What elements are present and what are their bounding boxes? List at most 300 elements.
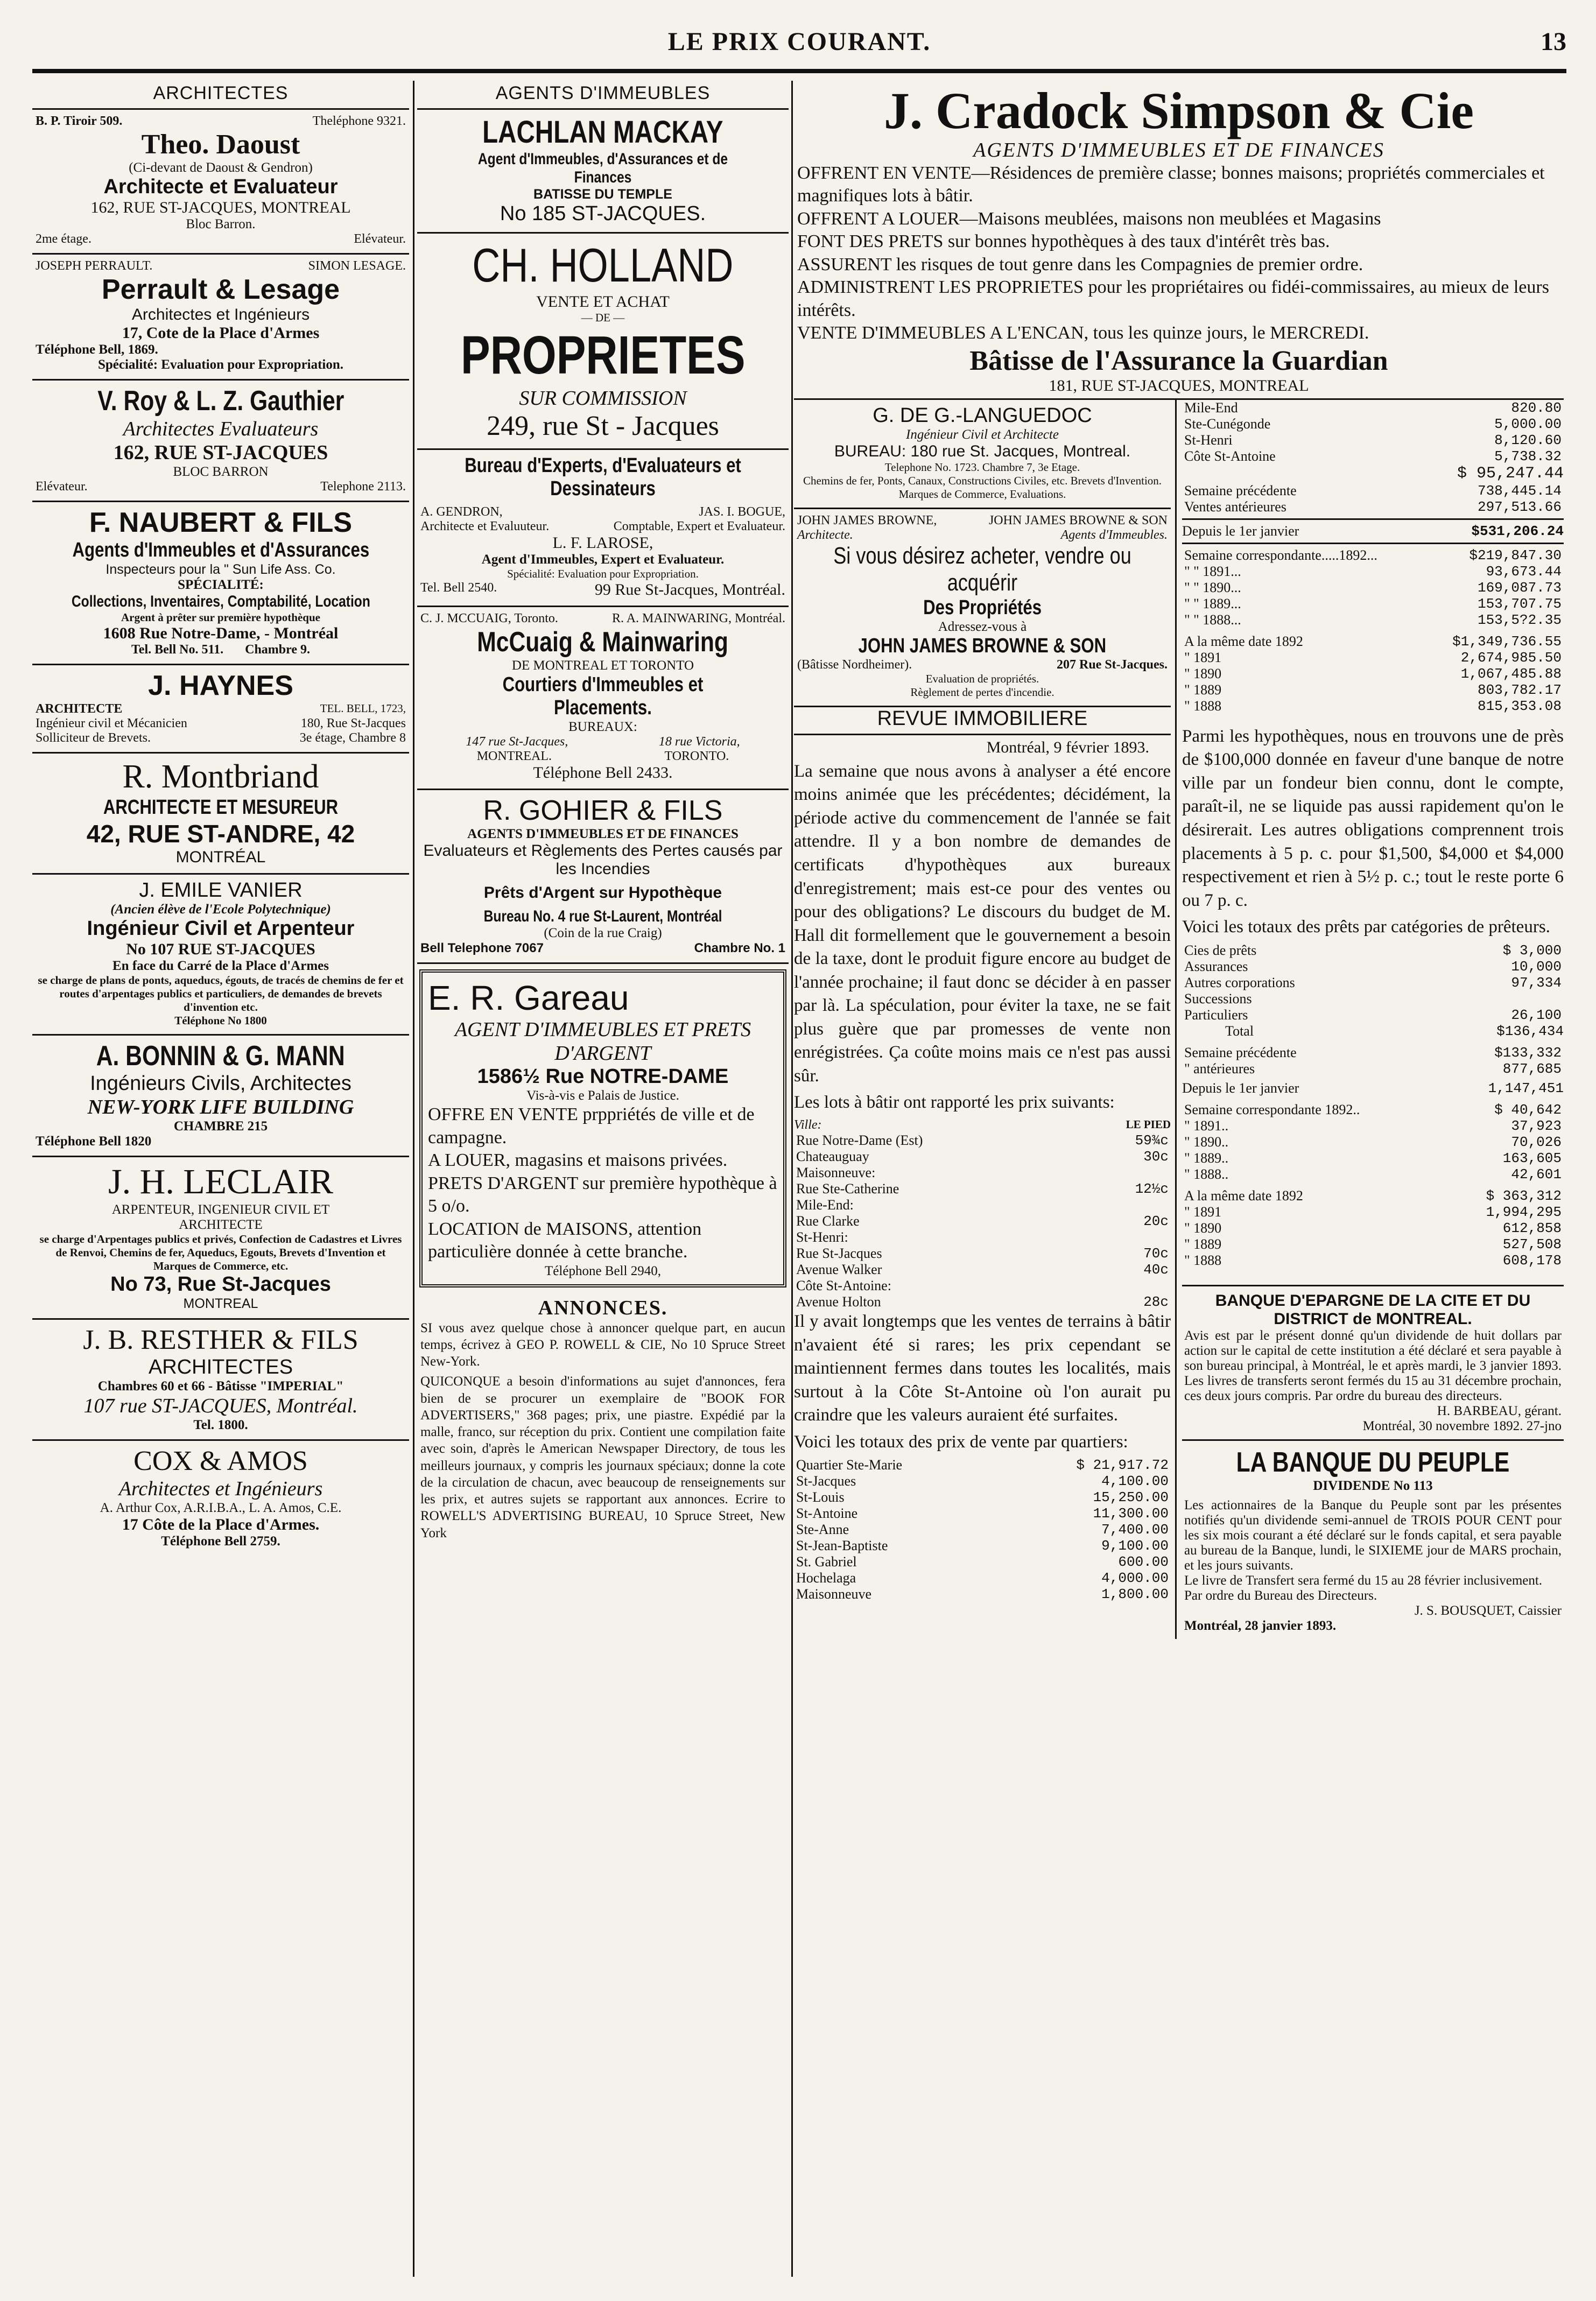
row-label: St-Henri: — [796, 1229, 848, 1245]
bureau-r1: Architecte et Evaluuteur. — [420, 519, 550, 533]
browne-address: 207 Rue St-Jacques. — [1056, 657, 1168, 672]
bureau-r2: Comptable, Expert et Evaluateur. — [613, 519, 785, 533]
table-row — [1182, 547, 1564, 564]
mackay-name: LACHLAN MACKAY — [482, 115, 723, 150]
gohier-address: Bureau No. 4 rue St-Laurent, Montréal — [483, 907, 722, 925]
bonnin-bldg: NEW-YORK LIFE BUILDING — [87, 1096, 354, 1118]
table-row — [794, 1197, 1171, 1213]
browne-r1: JOHN JAMES BROWNE & SON — [988, 513, 1168, 527]
languedoc-bureau: BUREAU: 180 rue St. Jacques, Montreal. — [834, 442, 1131, 460]
row-label: St-Louis — [796, 1489, 845, 1505]
row-label: A la même date 1892 — [1184, 633, 1303, 649]
table-row — [1182, 650, 1564, 666]
browne-h1: Si vous désirez acheter, vendre ou acquérir — [833, 542, 1131, 596]
stats-depuis-label: Depuis le 1er janvier — [1182, 523, 1299, 539]
row-label: St-Jacques — [796, 1473, 856, 1489]
haynes-role: ARCHITECTE — [36, 702, 123, 716]
languedoc-desc: Chemins de fer, Ponts, Canaux, Constructions Civiles, etc. Brevets d'Invention. Marques de Commerce, Evaluations. — [803, 474, 1162, 501]
daoust-phone: Theléphone 9321. — [312, 114, 406, 128]
holland-l1: VENTE ET ACHAT — [536, 293, 670, 311]
meme-table — [1182, 634, 1564, 714]
ad-perrault-lesage — [32, 255, 409, 381]
row-value: $ 363,312 — [1486, 1187, 1562, 1204]
haynes-l1: Ingénieur civil et Mécanicien — [36, 716, 187, 730]
cox-name: COX & AMOS — [133, 1446, 308, 1476]
table-row — [1182, 448, 1564, 465]
gareau-name: E. R. Gareau — [428, 979, 629, 1017]
vanier-name: J. EMILE VANIER — [139, 879, 303, 902]
row-label: A la même date 1892 — [1184, 1187, 1303, 1204]
daoust-role: Architecte et Evaluateur — [103, 175, 338, 198]
roy-role: Architectes Evaluateurs — [123, 418, 319, 440]
row-value — [1086, 1229, 1171, 1246]
row-label: " 1890.. — [1184, 1134, 1229, 1150]
row-value: 59¾c — [1135, 1132, 1169, 1149]
header-rule — [32, 69, 1566, 73]
ad-montbriand — [32, 754, 409, 875]
row-value: 612,858 — [1502, 1220, 1562, 1236]
browne-r1b: Agents d'Immeubles. — [1060, 527, 1168, 542]
mccuaig-role: Courtiers d'Immeubles et Placements. — [502, 673, 704, 719]
mccuaig-a1c: MONTREAL. — [476, 749, 552, 763]
table-row — [1182, 432, 1564, 448]
perrault-phone: Téléphone Bell, 1869. — [36, 342, 158, 357]
vanier-former: (Ancien élève de l'Ecole Polytechnique) — [110, 902, 331, 917]
section-title-agents: AGENTS D'IMMEUBLES — [417, 81, 789, 110]
mccuaig-bureaux: BUREAUX: — [568, 720, 637, 734]
table-row — [1182, 1166, 1564, 1183]
gareau-address: 1586½ Rue NOTRE-DAME — [477, 1065, 729, 1088]
browne-l1: JOHN JAMES BROWNE, — [797, 513, 937, 527]
row-label: Semaine correspondante.....1892... — [1184, 547, 1377, 563]
mccuaig-r1: R. A. MAINWARING, Montréal. — [612, 611, 785, 625]
bureau-n3: L. F. LAROSE, — [552, 534, 653, 552]
row-label: " 1891 — [1184, 649, 1222, 665]
stats-depuis-value: $531,206.24 — [1471, 523, 1564, 539]
bonnin-name: A. BONNIN & G. MANN — [96, 1040, 345, 1072]
row-label: " " 1890... — [1184, 579, 1241, 595]
peuple-body2: Le livre de Transfert sera fermé du 15 au 28 février inclusivement. — [1184, 1573, 1543, 1588]
row-label: " " 1888... — [1184, 611, 1241, 628]
table-row — [1182, 634, 1564, 650]
ad-vanier — [32, 875, 409, 1036]
gohier-role: AGENTS D'IMMEUBLES ET DE FINANCES — [467, 827, 739, 841]
browne-l1b: Architecte. — [797, 527, 853, 542]
mackay-role: Agent d'Immeubles, d'Assurances et de Finances — [477, 150, 728, 186]
row-value: 169,087.73 — [1477, 579, 1562, 596]
peuple-body3: Par ordre du Bureau des Directeurs. — [1184, 1588, 1377, 1603]
bureau-title: Bureau d'Experts, d'Evaluateurs et Dessinateurs — [465, 454, 741, 500]
ad-gareau — [419, 969, 786, 1287]
gohier-coin: (Coin de la rue Craig) — [544, 926, 662, 940]
row-value — [1086, 1165, 1171, 1181]
newspaper-title: LE PRIX COURANT. — [667, 27, 931, 56]
roy-name: V. Roy & L. Z. Gauthier — [97, 385, 344, 417]
column-divider-1 — [413, 81, 414, 2277]
column-architectes — [32, 81, 409, 2277]
revue-p2: Les lots à bâtir ont rapporté les prix suivants: — [794, 1093, 1115, 1113]
mackay-bldg: BATISSE DU TEMPLE — [533, 187, 672, 202]
gareau-t1: OFFRE EN VENTE prppriétés de ville et de campagne. — [428, 1104, 755, 1148]
revue-date: Montréal, 9 février 1893. — [986, 738, 1149, 756]
table-row — [1182, 1045, 1564, 1061]
table-row — [794, 1229, 1171, 1246]
lcorr-table — [1182, 1102, 1564, 1183]
lmeme-table — [1182, 1188, 1564, 1269]
table-row — [794, 1554, 1171, 1570]
table-row — [1182, 1102, 1564, 1118]
vanier-phone: Téléphone No 1800 — [174, 1014, 267, 1027]
main-right — [1177, 400, 1564, 1639]
holland-name: CH. HOLLAND — [472, 238, 734, 292]
row-label: Assurances — [1184, 958, 1248, 974]
annonces-title: ANNONCES. — [538, 1296, 668, 1319]
mccuaig-sub: DE MONTREAL ET TORONTO — [511, 658, 694, 673]
bureau-address: 99 Rue St-Jacques, Montréal. — [594, 581, 785, 599]
table-row — [794, 1278, 1171, 1294]
stats-para1: Parmi les hypothèques, nous en trouvons une de près de $100,000 donnée en faveur d'une banque de notre ville par un fondeur bien connu, dont le compte, paraît-il, ne se liquide pas aussi rapidement qu'on le désirerait. Les autres obligations comprennent trois placements à 5 p. c. pour $1,500, $4,000 et $4,000 respectivement et rien à 5½ p. c.; tout le reste porte 6 ou 7 p. c. — [1182, 726, 1564, 910]
languedoc-tel: Telephone No. 1723. Chambre 7, 3e Etage. — [884, 460, 1080, 474]
revue-ville: Ville: — [794, 1118, 822, 1132]
montbriand-name: R. Montbriand — [122, 758, 319, 795]
holland-address: 249, rue St - Jacques — [487, 411, 719, 441]
row-label: Côte St-Antoine — [1184, 448, 1276, 464]
epargne-date: Montréal, 30 novembre 1892. 27-jno — [1362, 1418, 1562, 1433]
cradock-line: VENTE D'IMMEUBLES A L'ENCAN, tous les quinze jours, le MERCREDI. — [797, 323, 1369, 343]
table-row — [1182, 942, 1564, 959]
row-label: Mile-End — [1184, 399, 1238, 416]
lenders-table — [1182, 942, 1564, 1023]
table-row — [1182, 400, 1564, 416]
row-value: 153,707.75 — [1477, 595, 1562, 612]
ad-daoust — [32, 110, 409, 255]
languedoc-role: Ingénieur Civil et Architecte — [906, 427, 1059, 442]
lenders-depuis-label: Depuis le 1er janvier — [1182, 1080, 1299, 1096]
gohier-name: R. GOHIER & FILS — [483, 795, 723, 826]
row-label: " 1891.. — [1184, 1117, 1229, 1134]
table-row — [794, 1473, 1171, 1489]
table-row — [794, 1457, 1171, 1473]
row-label: Côte St-Antoine: — [796, 1278, 891, 1293]
table-row — [1182, 1220, 1564, 1236]
row-value: $ 3,000 — [1502, 942, 1562, 959]
naubert-insp: Inspecteurs pour la " Sun Life Ass. Co. — [106, 562, 336, 577]
cox-role: Architectes et Ingénieurs — [118, 1477, 323, 1500]
peuple-body: Les actionnaires de la Banque du Peuple sont par les présentes notifiés qu'un dividende semi-annuel de TROIS POUR CENT pour les six mois courant a été déclaré sur le fonds capital, et sera payable au bureau de la Banque, lundi, le SIXIEME jour de MARS prochain, et les jours suivants. — [1184, 1497, 1562, 1573]
row-label: Semaine précédente — [1184, 482, 1297, 498]
row-label: " " 1889... — [1184, 595, 1241, 611]
bureau-n2: JAS. I. BOGUE, — [699, 505, 785, 519]
row-label: Avenue Walker — [796, 1262, 882, 1277]
table-row — [794, 1246, 1171, 1262]
row-label: Ste-Anne — [796, 1522, 849, 1538]
table-row — [1182, 1236, 1564, 1252]
row-value: $219,847.30 — [1469, 547, 1562, 564]
row-label: Maisonneuve: — [796, 1165, 876, 1180]
row-label: " 1889 — [1184, 1236, 1222, 1252]
bonnin-role: Ingénieurs Civils, Architectes — [90, 1072, 351, 1095]
table-row — [1182, 991, 1564, 1007]
revue-title: REVUE IMMOBILIERE — [794, 707, 1171, 735]
resther-name: J. B. RESTHER & FILS — [83, 1325, 358, 1355]
row-label: St. Gabriel — [796, 1554, 857, 1570]
peuple-date: Montréal, 28 janvier 1893. — [1184, 1618, 1337, 1633]
row-value: 9,100.00 — [1101, 1538, 1169, 1554]
table-row — [1182, 483, 1564, 499]
section-title-architectes: ARCHITECTES — [32, 81, 409, 110]
row-label: " 1890 — [1184, 1220, 1222, 1236]
row-value: 1,994,295 — [1486, 1204, 1562, 1220]
gareau-t4: LOCATION de MAISONS, attention particulière donnée à cette branche. — [428, 1219, 702, 1262]
perrault-left: JOSEPH PERRAULT. — [36, 259, 153, 273]
table-row — [1182, 959, 1564, 975]
main-left — [794, 400, 1177, 1639]
cradock-line: OFFRENT A LOUER—Maisons meublées, maisons non meublées et Magasins — [797, 208, 1381, 229]
row-value — [1086, 1197, 1171, 1213]
resther-address: 107 rue ST-JACQUES, Montréal. — [83, 1395, 358, 1417]
perrault-role: Architectes et Ingénieurs — [131, 306, 310, 323]
ad-bonnin-mann — [32, 1036, 409, 1157]
bureau-spec: Spécialité: Evaluation pour Expropriation. — [507, 567, 699, 580]
vanier-role: Ingénieur Civil et Arpenteur — [87, 917, 355, 940]
row-label: " 1888 — [1184, 698, 1222, 714]
gareau-vis: Vis-à-vis e Palais de Justice. — [526, 1088, 679, 1103]
perrault-name: Perrault & Lesage — [101, 274, 340, 305]
cradock-line: ASSURENT les risques de tout genre dans les Compagnies de premier ordre. — [797, 254, 1363, 275]
row-value: 11,300.00 — [1093, 1505, 1169, 1522]
row-label: Mile-End: — [796, 1197, 854, 1213]
resther-role: ARCHITECTES — [148, 1356, 293, 1378]
table-row — [1182, 975, 1564, 991]
table-row — [1182, 499, 1564, 515]
ad-gohier — [417, 790, 789, 964]
revue-immobiliere — [794, 707, 1171, 1602]
haynes-r2: 3e étage, Chambre 8 — [299, 731, 406, 745]
row-label: Rue Ste-Catherine — [796, 1181, 899, 1197]
row-label: Rue St-Jacques — [796, 1246, 882, 1261]
leclair-role: ARPENTEUR, INGENIEUR CIVIL ET — [111, 1202, 330, 1217]
row-value: 15,250.00 — [1093, 1489, 1169, 1506]
row-value: 70c — [1143, 1246, 1169, 1262]
row-label: " 1891 — [1184, 1204, 1222, 1220]
cox-names: A. Arthur Cox, A.R.I.B.A., L. A. Amos, C.E. — [100, 1501, 342, 1515]
daoust-tiroir: B. P. Tiroir 509. — [36, 114, 123, 128]
row-label: Hochelaga — [796, 1570, 856, 1586]
table-row — [1182, 1061, 1564, 1077]
browne-regl: Règlement de pertes d'incendie. — [910, 685, 1054, 699]
roy-address: 162, RUE ST-JACQUES — [113, 441, 328, 464]
row-value: 815,353.08 — [1477, 698, 1562, 714]
cox-phone: Téléphone Bell 2759. — [161, 1534, 280, 1549]
bureau-n1: A. GENDRON, — [420, 505, 503, 519]
row-value: 28c — [1143, 1294, 1169, 1310]
row-value: $ 40,642 — [1494, 1101, 1562, 1118]
revue-lepied: LE PIED — [1126, 1118, 1171, 1131]
ad-bureau-experts — [417, 450, 789, 607]
row-value: 5,738.32 — [1494, 448, 1562, 465]
cradock-line: OFFRENT EN VENTE—Résidences de première classe; bonnes maisons; propriétés commerciales et magnifiques lots à bâtir. — [797, 163, 1545, 206]
mccuaig-l1: C. J. MCCUAIG, Toronto. — [420, 611, 558, 625]
roy-elev: Elévateur. — [36, 480, 88, 494]
revue-p1: La semaine que nous avons à analyser a été encore moins animée que les précédentes; décidément, la période active du commencement de l'année se fait attendre. Il y a bon nombre de demandes de certificats d'hypothèques aux bureaux d'enregistrement; mais est-ce pour des ventes ou pour des obligations? Le discours du budget de M. Hall dit formellement que le gouvernement a besoin de la taxe, dont le produit figure encore au budget de l'année prochaine; il faut donc se décider à en passer par là. La spéculation, pour éviter la taxe, ne se fait plus guère que par promesses de vente non enrégistrées. Ça coûte moins mais ce n'est pas aussi sûr. — [794, 761, 1171, 1086]
ad-holland — [417, 234, 789, 450]
ad-leclair — [32, 1157, 409, 1320]
daoust-bloc: Bloc Barron. — [186, 217, 256, 231]
row-value — [1086, 1278, 1171, 1294]
revue-p4: Voici les totaux des prix de vente par quartiers: — [794, 1432, 1128, 1452]
row-label: " " 1891... — [1184, 563, 1241, 579]
row-value: 30c — [1143, 1149, 1169, 1165]
vanier-address: No 107 RUE ST-JACQUES — [126, 940, 315, 958]
row-value: 4,100.00 — [1101, 1473, 1169, 1490]
cradock-line: ADMINISTRENT LES PROPRIETES pour les propriétaires ou fidéi-commissaires, au mieux de leurs intérêts. — [797, 277, 1549, 320]
epargne-title: BANQUE D'EPARGNE DE LA CITE ET DU DISTRICT de MONTREAL. — [1215, 1291, 1531, 1328]
row-value: $ 21,917.72 — [1076, 1457, 1169, 1474]
row-value: 608,178 — [1502, 1252, 1562, 1269]
bonnin-chambre: CHAMBRE 215 — [173, 1119, 268, 1134]
table-row — [1182, 1252, 1564, 1269]
lenders-total-value: $136,434 — [1496, 1023, 1564, 1039]
browne-h2: Des Propriétés — [923, 596, 1042, 619]
column-agents — [417, 81, 789, 2277]
roy-phone: Telephone 2113. — [320, 480, 406, 494]
ad-haynes — [32, 665, 409, 754]
gareau-t3: PRETS D'ARGENT sur première hypothèque à 5 o/o. — [428, 1173, 777, 1216]
row-value: 20c — [1143, 1213, 1169, 1229]
vanier-desc: se charge de plans de ponts, aqueducs, égouts, de tracés de chemins de fer et routes d'arpentages publics et particuliers, de demandes de brevets d'invention etc. — [38, 974, 404, 1014]
naubert-list: Collections, Inventaires, Comptabilité, Location — [71, 593, 370, 610]
table-row — [794, 1262, 1171, 1278]
row-value: 12½c — [1135, 1181, 1169, 1197]
holland-l2: — DE — — [581, 311, 625, 324]
leclair-desc: se charge d'Arpentages publics et privés, Confection de Cadastres et Livres de Renvoi, Chemins de fer, Aqueducs, Egouts, Brevets d'Invention et Marques de Commerce, etc. — [39, 1233, 402, 1272]
holland-big: PROPRIETES — [460, 325, 746, 385]
naubert-tel: Tel. Bell No. 511. — [131, 643, 224, 657]
ad-cox-amos — [32, 1441, 409, 1556]
lots-table — [794, 1132, 1171, 1310]
table-row — [794, 1570, 1171, 1586]
row-value — [1429, 991, 1564, 1007]
row-label: " 1890 — [1184, 665, 1222, 681]
row-value: 5,000.00 — [1494, 416, 1562, 432]
row-value: 2,674,985.50 — [1460, 649, 1562, 666]
gohier-tel: Bell Telephone 7067 — [420, 941, 544, 955]
stats-total: $ 95,247.44 — [1457, 464, 1564, 483]
daoust-elev: Elévateur. — [354, 232, 406, 246]
languedoc-name: G. DE G.-LANGUEDOC — [873, 404, 1092, 427]
roy-bloc: BLOC BARRON — [173, 465, 269, 479]
bureau-tel: Tel. Bell 2540. — [420, 581, 497, 595]
table-row — [1182, 596, 1564, 612]
row-label: Ste-Cunégonde — [1184, 416, 1271, 432]
leclair-name: J. H. LECLAIR — [108, 1162, 333, 1201]
table-row — [794, 1149, 1171, 1165]
column-main — [794, 81, 1564, 2277]
epargne-body: Avis est par le présent donné qu'un dividende de huit dollars par action sur le capital de cette institution a été déclaré et sera payable à son bureau principal, à Montréal, le et après mardi, le 3 janvier 1893. Les livres de transferts seront fermés du 15 au 31 décembre prochain, ces deux jours compris. Par ordre du bureau des directeurs. — [1184, 1328, 1562, 1403]
table-row — [794, 1522, 1171, 1538]
row-label: St-Henri — [1184, 432, 1233, 448]
table-row — [794, 1181, 1171, 1197]
montbriand-role: ARCHITECTE ET MESUREUR — [103, 796, 339, 819]
naubert-chambre: Chambre 9. — [245, 643, 311, 657]
row-value: 803,782.17 — [1477, 681, 1562, 698]
notice-peuple — [1182, 1441, 1564, 1639]
perrault-spec: Spécialité: Evaluation pour Expropriation. — [97, 357, 344, 372]
haynes-name: J. HAYNES — [148, 670, 293, 701]
mccuaig-a1: 147 rue St-Jacques, — [466, 735, 568, 749]
cox-address: 17 Côte de la Place d'Armes. — [122, 1516, 320, 1533]
ad-languedoc — [794, 400, 1171, 509]
row-label: Autres corporations — [1184, 974, 1295, 990]
table-row — [794, 1132, 1171, 1149]
browne-bldg: (Bâtisse Nordheimer). — [797, 657, 912, 672]
ad-naubert — [32, 502, 409, 665]
mccuaig-phone: Téléphone Bell 2433. — [533, 764, 673, 782]
row-value: 877,685 — [1502, 1060, 1562, 1077]
annonces-p2: QUICONQUE a besoin d'informations au sujet d'annonces, fera bien de se procurer un exemplaire de "BOOK FOR ADVERTISERS," 368 pages; prix, une piastre. Expédié par la malle, franco, sur réception du prix. Contient une compilation faite avec soin, d'après le American Newspaper Directory, de tous les meilleurs journaux, y compris les journaux spéciaux; donne la cote de la circulation de chacun, avec beaucoup de renseignements sur les prix, et autres sujets se rapportant aux annonces. Ecrire to ROWELL'S ADVERTISING BUREAU, 10 Spruce Street, New York — [420, 1374, 785, 1540]
ad-browne — [794, 509, 1171, 707]
table-row — [1182, 1007, 1564, 1023]
table-row — [1182, 580, 1564, 596]
mccuaig-name: McCuaig & Mainwaring — [477, 627, 729, 658]
table-row — [1182, 1150, 1564, 1166]
haynes-tel: TEL. BELL, 1723, — [320, 702, 406, 715]
table-row — [794, 1586, 1171, 1602]
row-label: Rue Clarke — [796, 1213, 860, 1229]
row-label: Cies de prêts — [1184, 942, 1257, 958]
table-row — [1182, 612, 1564, 628]
resther-tel: Tel. 1800. — [193, 1418, 248, 1432]
row-value: 527,508 — [1502, 1236, 1562, 1252]
vanier-face: En face du Carré de la Place d'Armes — [112, 959, 329, 973]
row-value: $133,332 — [1494, 1044, 1562, 1061]
browne-name: JOHN JAMES BROWNE & SON — [858, 634, 1107, 657]
row-value: 37,923 — [1511, 1117, 1562, 1134]
table-row — [1182, 698, 1564, 714]
row-label: Semaine correspondante 1892.. — [1184, 1101, 1360, 1117]
row-label: Quartier Ste-Marie — [796, 1457, 903, 1473]
row-value: 4,000.00 — [1101, 1570, 1169, 1587]
leclair-role2: ARCHITECTE — [179, 1218, 263, 1232]
cradock-bldg: Bâtisse de l'Assurance la Guardian — [969, 345, 1388, 376]
row-value: 163,605 — [1502, 1150, 1562, 1166]
table-row — [1182, 1134, 1564, 1150]
stats-para2: Voici les totaux des prêts par catégories de prêteurs. — [1182, 917, 1550, 937]
leclair-address: No 73, Rue St-Jacques — [110, 1273, 331, 1296]
haynes-r1: 180, Rue St-Jacques — [300, 716, 406, 730]
annonces — [417, 1293, 789, 1545]
row-value: 738,445.14 — [1477, 482, 1562, 499]
ad-roy-gauthier — [32, 381, 409, 502]
cradock-name: J. Cradock Simpson & Cie — [883, 82, 1474, 139]
table-row — [1182, 1118, 1564, 1134]
row-label: Semaine précédente — [1184, 1044, 1297, 1060]
peuple-sign: J. S. BOUSQUET, Caissier — [1414, 1603, 1562, 1618]
row-value: 600.00 — [1118, 1554, 1169, 1571]
naubert-name: F. NAUBERT & FILS — [89, 507, 353, 538]
ad-mccuaig — [417, 607, 789, 790]
row-value: 297,513.66 — [1477, 498, 1562, 515]
daoust-address: 162, RUE ST-JACQUES, MONTREAL — [90, 199, 351, 216]
resther-chambres: Chambres 60 et 66 - Bâtisse "IMPERIAL" — [97, 1379, 344, 1394]
row-label: Chateauguay — [796, 1149, 869, 1164]
mackay-address: No 185 ST-JACQUES. — [500, 202, 706, 225]
page-number: 13 — [1541, 27, 1566, 56]
row-label: Particuliers — [1184, 1007, 1248, 1023]
peuple-title: LA BANQUE DU PEUPLE — [1236, 1446, 1510, 1478]
montbriand-city: MONTRÉAL — [175, 848, 266, 866]
table-row — [794, 1489, 1171, 1505]
